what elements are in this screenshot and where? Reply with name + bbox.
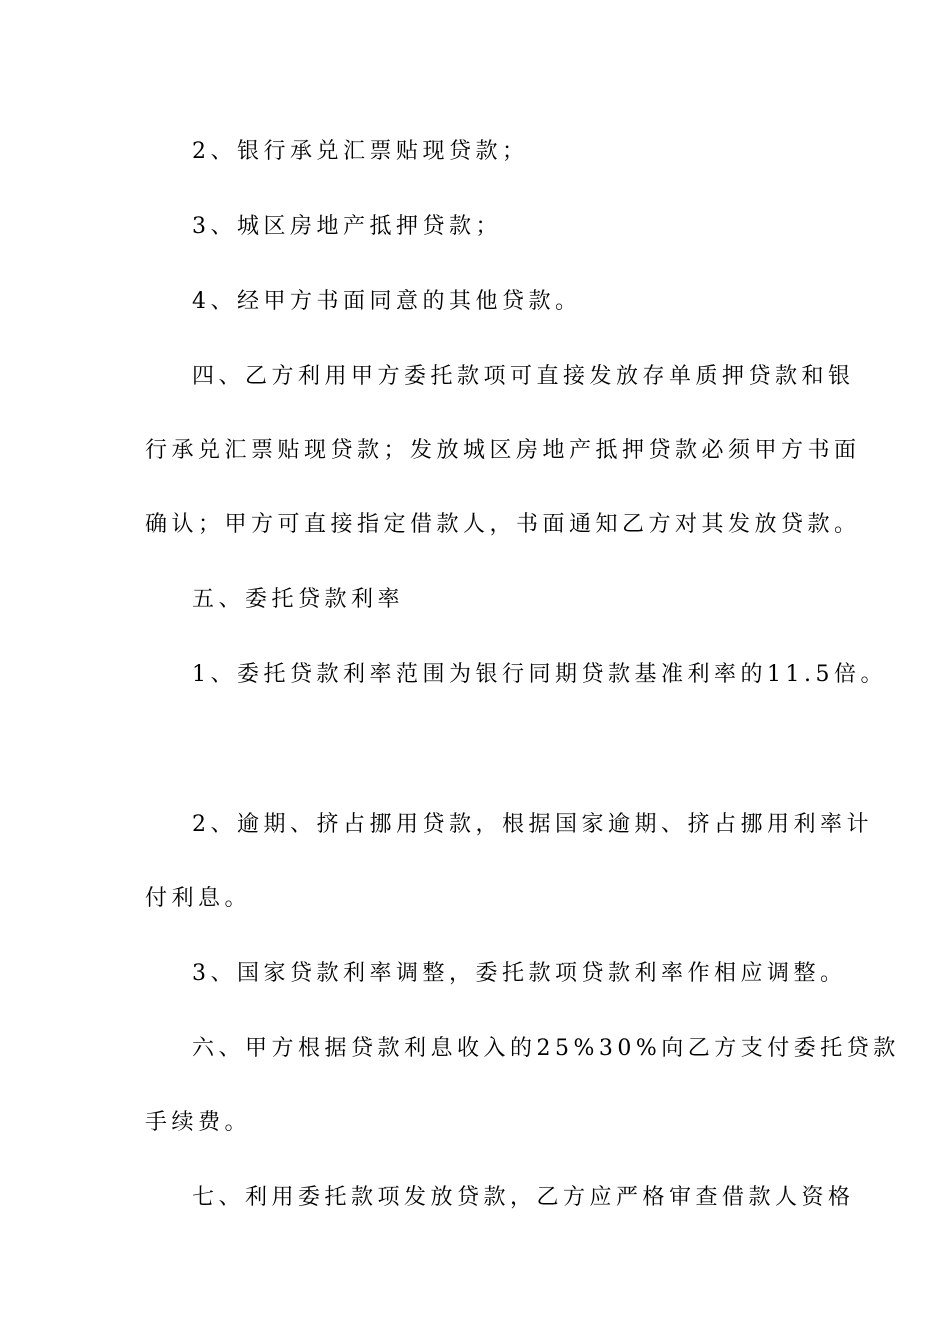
list-item-other-loans: 4、经甲方书面同意的其他贷款。 [192,289,582,314]
list-item-overdue-line-1: 2、逾期、挤占挪用贷款，根据国家逾期、挤占挪用利率计 [192,812,873,837]
paragraph-six-line-1: 六、甲方根据贷款利息收入的25%30%向乙方支付委托贷款 [192,1036,900,1061]
list-item-rate-range: 1、委托贷款利率范围为银行同期贷款基准利率的11.5倍。 [192,662,887,687]
list-item-mortgage-loans: 3、城区房地产抵押贷款； [192,214,502,239]
paragraph-seven-line-1: 七、利用委托款项发放贷款，乙方应严格审查借款人资格 [192,1185,855,1210]
list-item-rate-adjustment: 3、国家贷款利率调整，委托款项贷款利率作相应调整。 [192,961,847,986]
paragraph-four-line-2: 行承兑汇票贴现贷款；发放城区房地产抵押贷款必须甲方书面 [145,438,861,463]
section-heading-interest-rate: 五、委托贷款利率 [192,587,405,612]
paragraph-six-line-2: 手续费。 [145,1110,252,1135]
list-item-overdue-line-2: 付利息。 [145,886,252,911]
paragraph-four-line-3: 确认；甲方可直接指定借款人，书面通知乙方对其发放贷款。 [145,512,861,537]
paragraph-four-line-1: 四、乙方利用甲方委托款项可直接发放存单质押贷款和银 [192,364,855,389]
list-item-discount-loans: 2、银行承兑汇票贴现贷款； [192,139,529,164]
